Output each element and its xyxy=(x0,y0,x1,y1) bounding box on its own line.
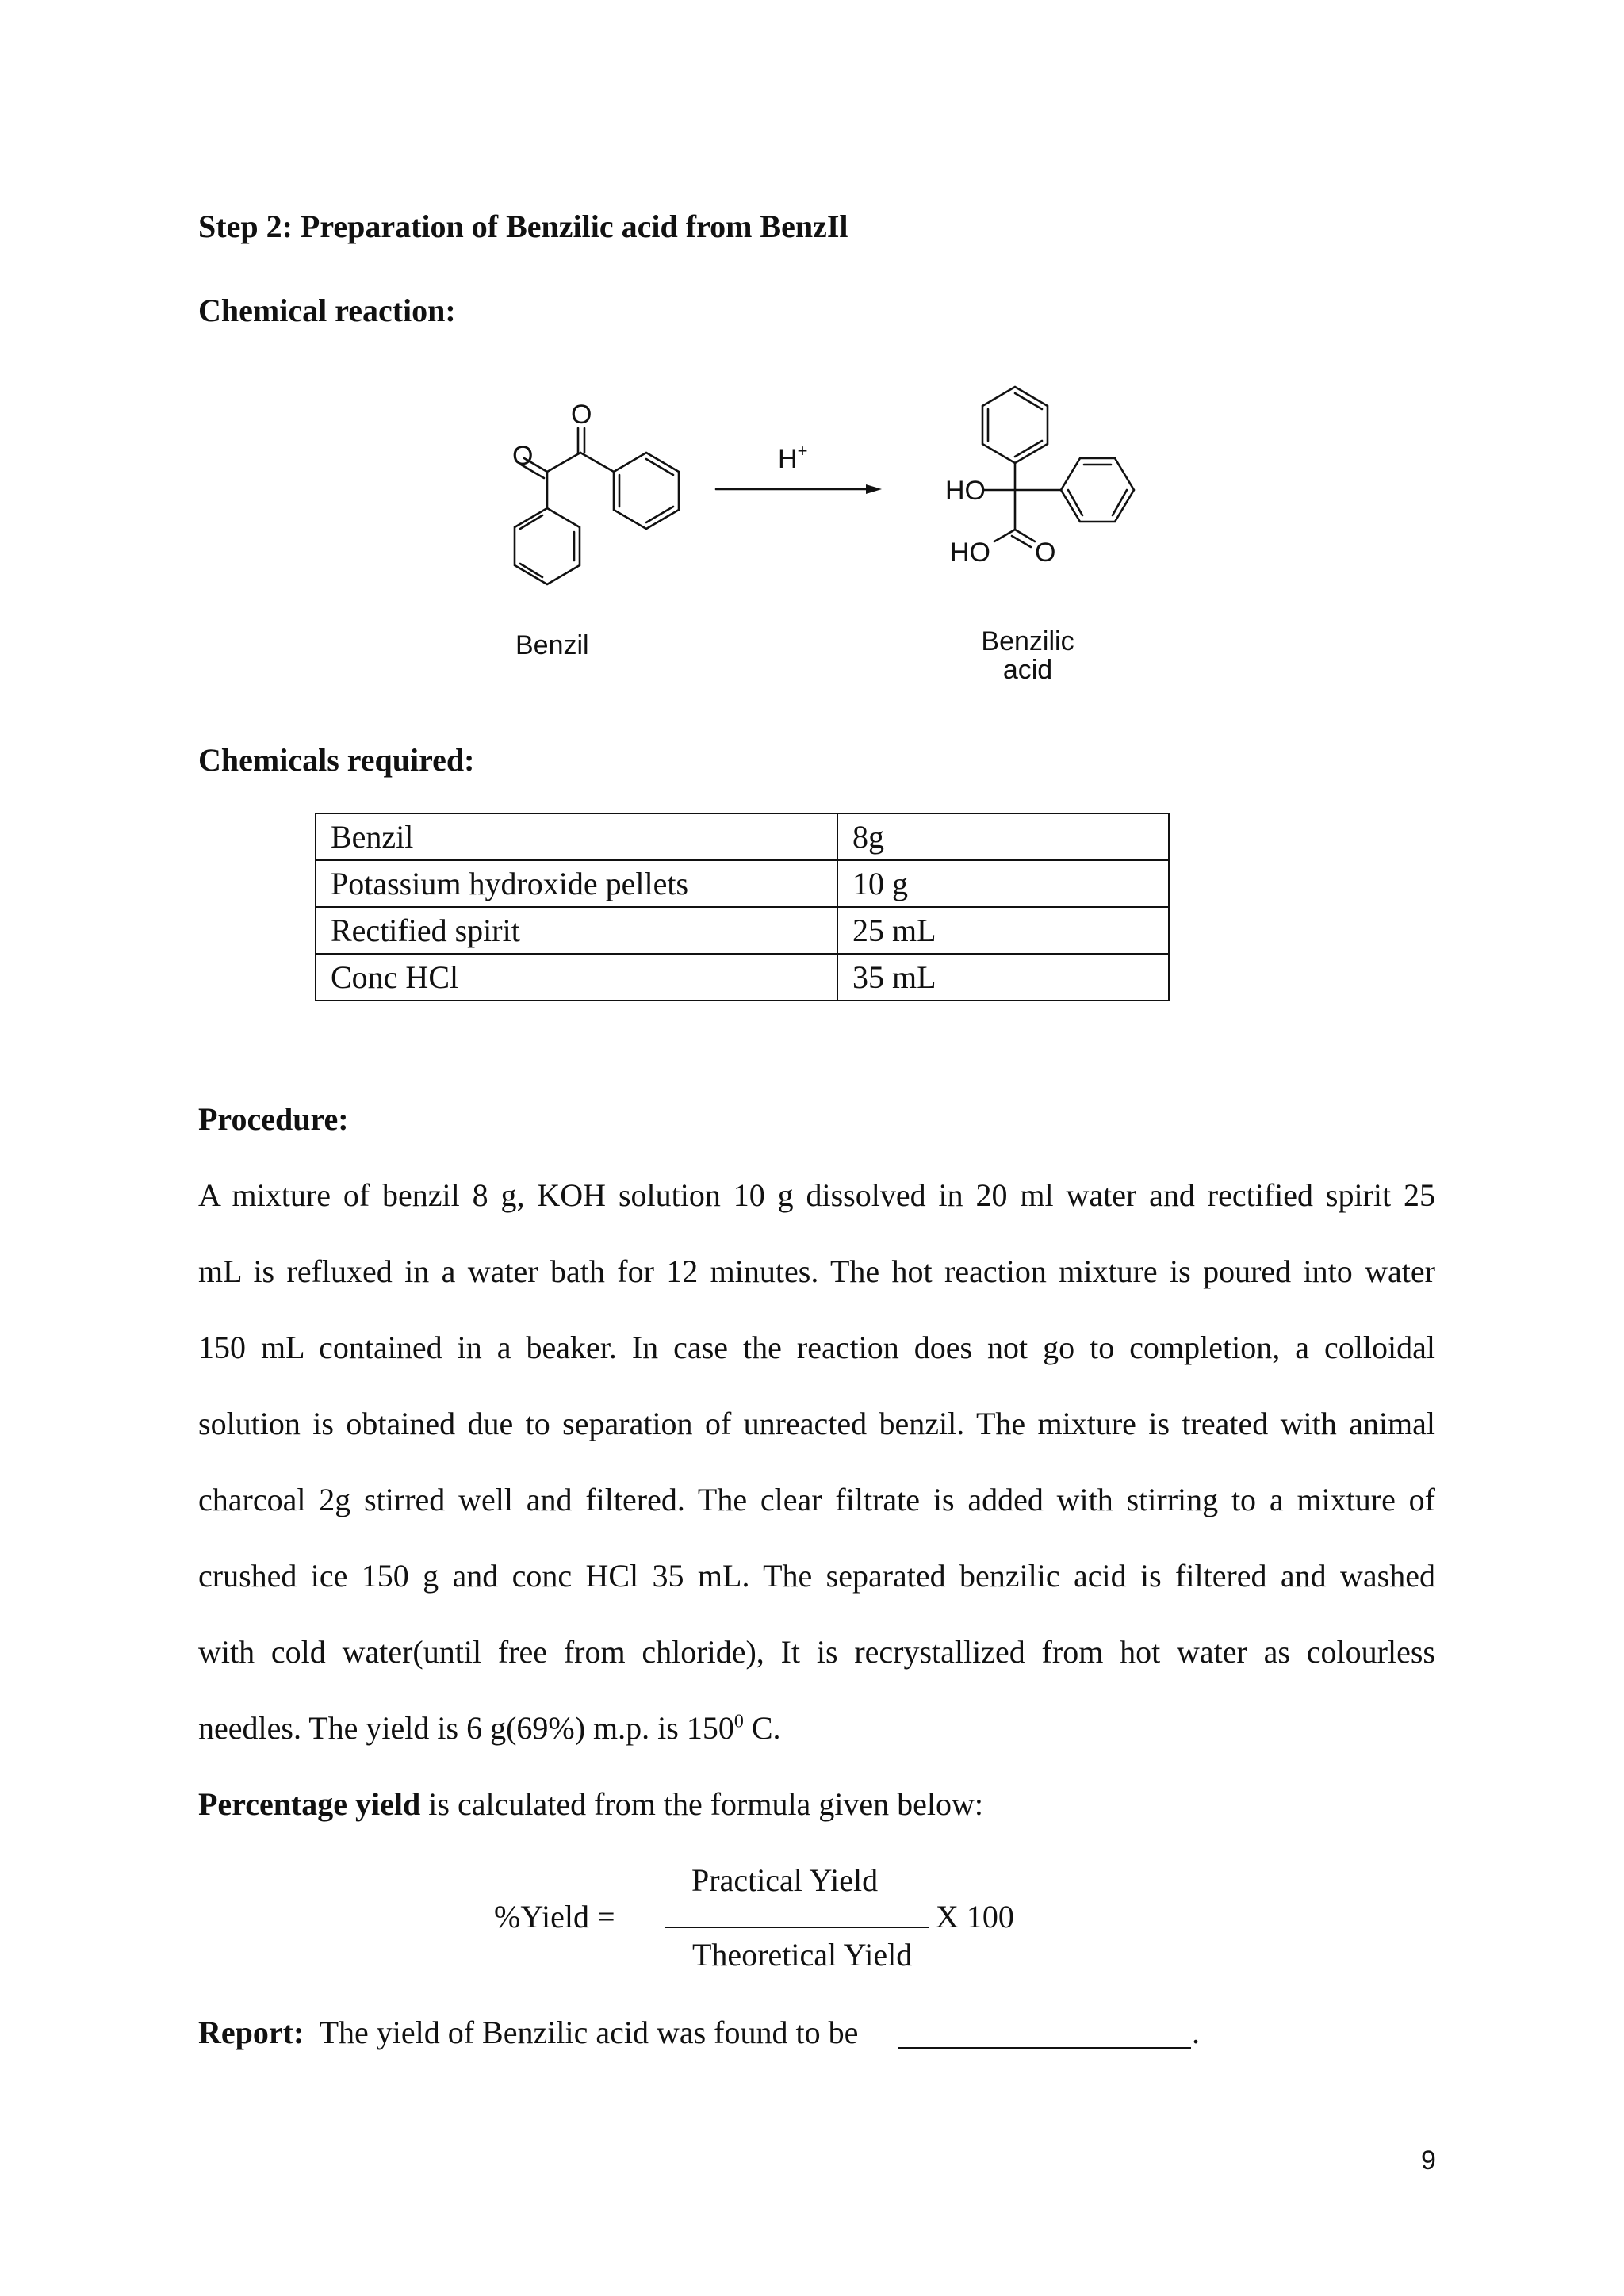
table-row xyxy=(316,907,1169,954)
reagent-label: H+ xyxy=(778,441,808,474)
formula-multiplier: X 100 xyxy=(936,1899,1014,1934)
carboxyl-hydroxyl-label: HO xyxy=(950,538,990,568)
formula-numerator: Practical Yield xyxy=(691,1862,879,1898)
procedure-heading: Procedure: xyxy=(198,1101,349,1137)
benzil-phenyl-ring-2 xyxy=(614,453,679,529)
hydroxyl-label: HO xyxy=(945,476,986,506)
chemicals-table xyxy=(315,813,1170,1001)
formula-denominator: Theoretical Yield xyxy=(692,1937,913,1973)
chemical-name-cell: Rectified spirit xyxy=(316,907,837,954)
benzil-oxygen-label: O xyxy=(571,400,592,430)
benzil-bond xyxy=(580,453,614,472)
procedure-line: solution is obtained due to separation of unreacted benzil. The mixture is treated with animal xyxy=(198,1406,1435,1441)
carboxyl-oxygen-label: O xyxy=(1035,538,1056,568)
page-number: 9 xyxy=(1421,2145,1436,2175)
percentage-yield-sentence: Percentage yield is calculated from the formula given below: xyxy=(198,1786,984,1822)
arrow-head xyxy=(866,484,882,494)
chemical-amount-cell: 10 g xyxy=(837,860,1169,907)
benzil-oxygen-label: O xyxy=(512,441,534,471)
table-row xyxy=(316,954,1169,1001)
procedure-line: charcoal 2g stirred well and filtered. The clear filtrate is added with stirring to a mixture of xyxy=(198,1482,1435,1517)
benzilic-acid-label-line1: Benzilic xyxy=(981,626,1074,656)
fraction-bar xyxy=(665,1927,929,1928)
table-row xyxy=(316,860,1169,907)
reaction-scheme xyxy=(0,0,1624,714)
procedure-line: mL is refluxed in a water bath for 12 minutes. The hot reaction mixture is poured into water xyxy=(198,1253,1435,1289)
report-blank xyxy=(898,2047,1191,2049)
procedure-paragraph xyxy=(198,1177,1435,1785)
procedure-line-last: needles. The yield is 6 g(69%) m.p. is $150^0$ C. xyxy=(198,1710,781,1746)
benzil-bond-c1-c2 xyxy=(547,453,580,472)
report-period: . xyxy=(1192,2015,1200,2050)
chemical-amount-cell: 25 mL xyxy=(837,907,1169,954)
benzil-phenyl-ring-1 xyxy=(515,508,580,584)
procedure-line: 150 mL contained in a beaker. In case the reaction does not go to completion, a colloidal xyxy=(198,1330,1435,1365)
reaction-heading: Chemical reaction: xyxy=(198,293,456,328)
procedure-line: crushed ice 150 g and conc HCl 35 mL. The separated benzilic acid is filtered and washed xyxy=(198,1558,1435,1594)
procedure-line: A mixture of benzil 8 g, KOH solution 10 g dissolved in 20 ml water and rectified spirit 25 xyxy=(198,1177,1435,1213)
chemical-amount-cell: 35 mL xyxy=(837,954,1169,1001)
formula-lhs: %Yield = xyxy=(494,1899,615,1934)
chemical-name-cell: Conc HCl xyxy=(316,954,837,1001)
chemical-amount-cell: 8g xyxy=(837,813,1169,860)
benzilic-phenyl-ring-1 xyxy=(982,387,1048,463)
procedure-line: with cold water(until free from chloride), It is recrystallized from hot water as colourless xyxy=(198,1634,1435,1670)
benzilic-phenyl-ring-2 xyxy=(1061,458,1134,522)
report-line: Report: The yield of Benzilic acid was found to be xyxy=(198,2015,859,2050)
chemical-name-cell: Benzil xyxy=(316,813,837,860)
benzilic-acid-label-line2: acid xyxy=(1002,655,1053,685)
benzil-label: Benzil xyxy=(515,630,589,660)
table-row xyxy=(316,813,1169,860)
chemical-name-cell: Potassium hydroxide pellets xyxy=(316,860,837,907)
step-title: Step 2: Preparation of Benzilic acid from BenzIl xyxy=(198,209,848,244)
chemicals-heading: Chemicals required: xyxy=(198,742,475,778)
